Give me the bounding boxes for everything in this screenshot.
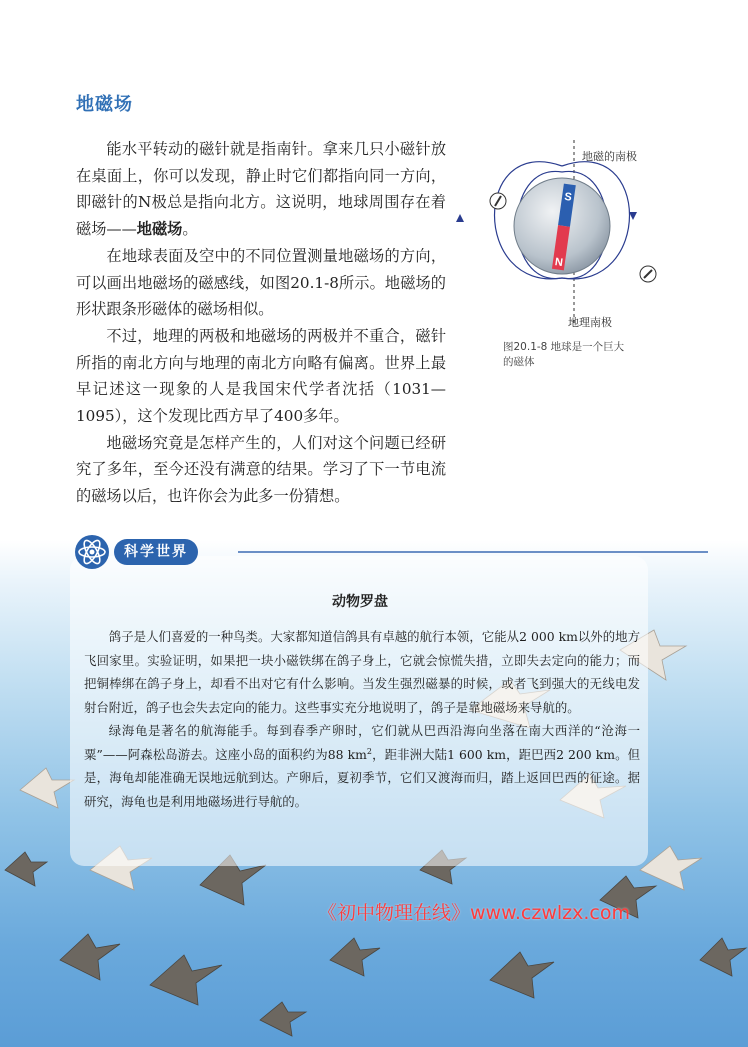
- arrow-down-right-icon: [629, 212, 637, 220]
- paragraph-2: 在地球表面及空中的不同位置测量地磁场的方向，可以画出地磁场的磁感线，如图20.1-8所示。地磁场的形状跟条形磁体的磁场相似。: [76, 246, 446, 319]
- article-paragraph-1: 鸽子是人们喜爱的一种鸟类。大家都知道信鸽具有卓越的航行本领，它能从2 000 km以外的地方飞回家里。实验证明，如果把一块小磁铁绑在鸽子身上，它就会惊慌失措，立即失去定向的能力；而把铜棒绑在鸽子身上，却看不出对它有什么影响。当发生强烈磁暴的时候，或者飞到强大的无线电发射台附近，鸽子也会失去定向的能力。这些事实充分地说明了，鸽子是靠地磁场来导航的。: [84, 629, 640, 715]
- term-geomagnetic-field: 地磁场: [136, 220, 183, 239]
- watermark: 《初中物理在线》www.czwlzx.com: [318, 902, 630, 924]
- section-title: 地磁场: [76, 94, 133, 115]
- arrow-up-left-icon: [456, 214, 464, 222]
- main-text: [76, 136, 446, 510]
- label-geographic-south: 地理南极: [568, 316, 612, 329]
- science-world-title: 科学世界: [114, 539, 198, 565]
- science-world-header: [74, 534, 674, 570]
- header-rule: [238, 551, 708, 553]
- paragraph-4: 地磁场究竟是怎样产生的，人们对这个问题已经研究了多年，至今还没有满意的结果。学习了下一节电流的磁场以后，也许你会为此多一份猜想。: [76, 433, 446, 506]
- earth-magnet-figure: [452, 140, 702, 340]
- article-title: 动物罗盘: [332, 594, 388, 610]
- label-geomagnetic-south: 地磁的南极: [582, 150, 637, 163]
- article-paragraph-2: 绿海龟是著名的航海能手。每到春季产卵时，它们就从巴西沿海向坐落在南大西洋的“沧海一粟”——阿森松岛游去。这座小岛的面积约为88 $km^2$，距非洲大陆1 600 km，距巴西2 200 km。但是，海龟却能准确无误地远航到达。产卵后，夏初季节，它们又渡海而归，踏上返回巴西的征途。据研究，海龟也是利用地磁场进行导航的。: [84, 723, 640, 809]
- compass-needle-icon: [640, 266, 656, 282]
- paragraph-1: 能水平转动的磁针就是指南针。拿来几只小磁针放在桌面上，你可以发现，静止时它们都指向同一方向，即磁针的N极总是指向北方。这说明，地球周围存在着磁场——地磁场。: [76, 140, 446, 239]
- atom-icon: [74, 534, 110, 570]
- earth-field-diagram: [452, 140, 702, 340]
- figure-caption: 图20.1-8 地球是一个巨大的磁体: [503, 341, 625, 368]
- article-text: [84, 625, 640, 813]
- pole-n-label: N: [554, 256, 564, 270]
- paragraph-3: 不过，地理的两极和地磁场的两极并不重合，磁针所指的南北方向与地理的南北方向略有偏离。世界上最早记述这一现象的人是我国宋代学者沈括（1031—1095），这个发现比西方早了400多年。: [76, 326, 446, 426]
- compass-needle-icon: [490, 193, 506, 209]
- pole-s-label: S: [563, 190, 573, 204]
